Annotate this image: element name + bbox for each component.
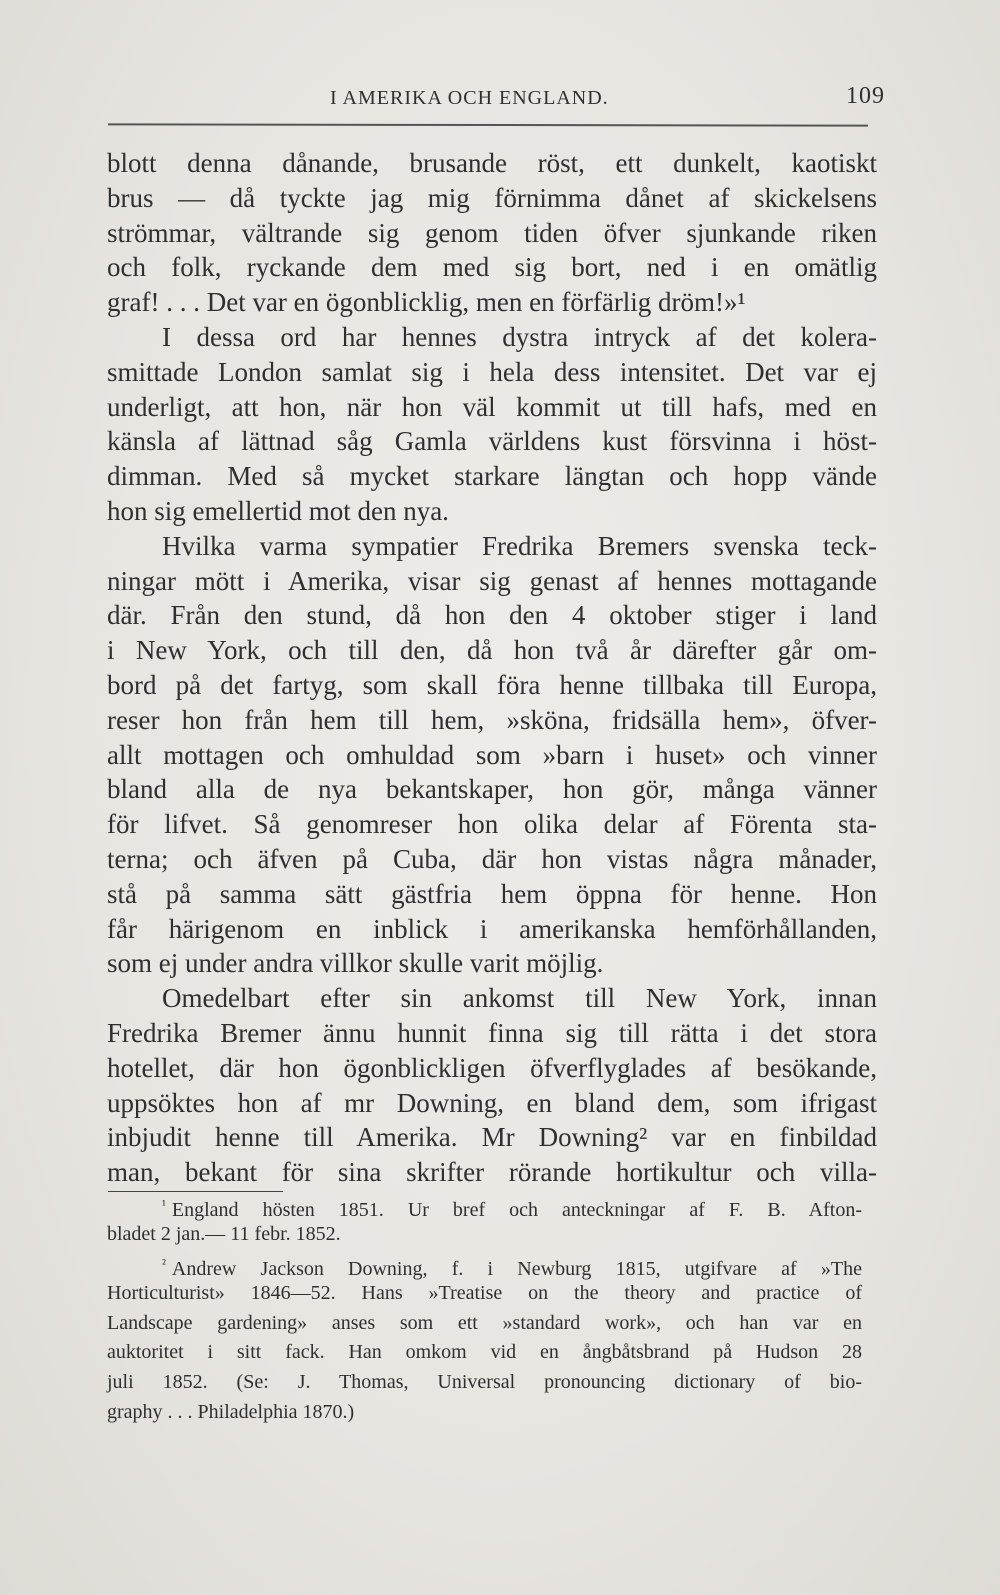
text-line: hon sig emellertid mot den nya. bbox=[107, 495, 449, 526]
text-line: för lifvet. Så genomreser hon olika delar af Förenta sta- bbox=[107, 809, 877, 840]
footnote-line: Horticulturist» 1846—52. Hans »Treatise on the theory and practice of bbox=[107, 1282, 862, 1305]
text-line: bord på det fartyg, som skall föra henne tillbaka till Europa, bbox=[107, 669, 877, 700]
text-line: allt mottagen och omhuldad som »barn i huset» och vinner bbox=[107, 739, 877, 770]
page-number: 109 bbox=[846, 83, 885, 109]
text-line: underligt, att hon, när hon väl kommit ut till hafs, med en bbox=[107, 391, 877, 422]
running-title: I AMERIKA OCH ENGLAND. bbox=[330, 87, 609, 109]
body-text bbox=[107, 146, 877, 1190]
text-line: får härigenom en inblick i amerikanska hemförhållanden, bbox=[107, 913, 877, 944]
page-header bbox=[110, 83, 885, 113]
text-line: Fredrika Bremer ännu hunnit finna sig till rätta i det stora bbox=[107, 1017, 877, 1048]
text-line: dimman. Med så mycket starkare längtan och hopp vände bbox=[107, 461, 877, 492]
text-line: Hvilka varma sympatier Fredrika Bremers svenska teck- bbox=[162, 530, 877, 561]
text-line: I dessa ord har hennes dystra intryck af det kolera- bbox=[162, 321, 877, 352]
footnote-line: auktoritet i sitt fack. Han omkom vid en ångbåtsbrand på Hudson 28 bbox=[107, 1341, 862, 1364]
footnote-line bbox=[107, 1249, 862, 1279]
footnote-line: juli 1852. (Se: J. Thomas, Universal pronouncing dictionary of bio- bbox=[107, 1371, 862, 1394]
text-line: brus — då tyckte jag mig förnimma dånet af skickelsens bbox=[107, 182, 877, 213]
text-line: stå på samma sätt gästfria hem öppna för henne. Hon bbox=[107, 878, 877, 909]
text-line: reser hon från hem till hem, »sköna, fridsälla hem», öfver- bbox=[107, 704, 877, 735]
text-line: graf! . . . Det var en ögonblicklig, men en förfärlig dröm!»¹ bbox=[107, 287, 746, 318]
text-line: uppsöktes hon af mr Downing, en bland dem, som ifrigast bbox=[107, 1087, 877, 1118]
text-line: ningar mött i Amerika, visar sig genast af hennes mottagande bbox=[107, 565, 877, 596]
footnote-line bbox=[107, 1190, 862, 1220]
footnote-text: Andrew Jackson Downing, f. i Newburg 1815, utgifvare af »The bbox=[171, 1258, 862, 1281]
header-rule bbox=[108, 123, 868, 126]
footnote-line: graphy . . . Philadelphia 1870.) bbox=[107, 1400, 355, 1423]
text-line: hotellet, där hon ögonblickligen öfverflyglades af besökande, bbox=[107, 1052, 877, 1083]
text-line: i New York, och till den, då hon två år därefter går om- bbox=[107, 635, 877, 666]
footnote-line: bladet 2 jan.— 11 febr. 1852. bbox=[107, 1222, 341, 1245]
footnote-line: Landscape gardening» anses som ett »standard work», och han var en bbox=[107, 1311, 862, 1334]
footnote-marker: ² bbox=[162, 1256, 166, 1272]
text-line: strömmar, vältrande sig genom tiden öfver sjunkande riken bbox=[107, 217, 877, 248]
text-line: som ej under andra villkor skulle varit möjlig. bbox=[107, 948, 604, 979]
footnote-text: England hösten 1851. Ur bref och anteckningar af F. B. Afton- bbox=[171, 1199, 862, 1221]
text-line: blott denna dånande, brusande röst, ett dunkelt, kaotiskt bbox=[107, 148, 877, 178]
footnotes bbox=[107, 1190, 862, 1428]
text-line: smittade London samlat sig i hela dess intensitet. Det var ej bbox=[107, 356, 877, 387]
text-line: Omedelbart efter sin ankomst till New York, innan bbox=[162, 983, 877, 1014]
footnote-marker: ¹ bbox=[162, 1197, 166, 1212]
text-line: och folk, ryckande dem med sig bort, ned i en omätlig bbox=[107, 252, 877, 283]
text-line: terna; och äfven på Cuba, där hon vistas några månader, bbox=[107, 843, 877, 874]
text-line: där. Från den stund, då hon den 4 oktober stiger i land bbox=[107, 600, 877, 631]
text-line: känsla af lättnad såg Gamla världens kust försvinna i höst- bbox=[107, 426, 877, 457]
text-line: inbjudit henne till Amerika. Mr Downing² var en finbildad bbox=[107, 1122, 877, 1153]
text-line: man, bekant för sina skrifter rörande hortikultur och villa- bbox=[107, 1157, 877, 1188]
text-line: bland alla de nya bekantskaper, hon gör, många vänner bbox=[107, 774, 877, 805]
